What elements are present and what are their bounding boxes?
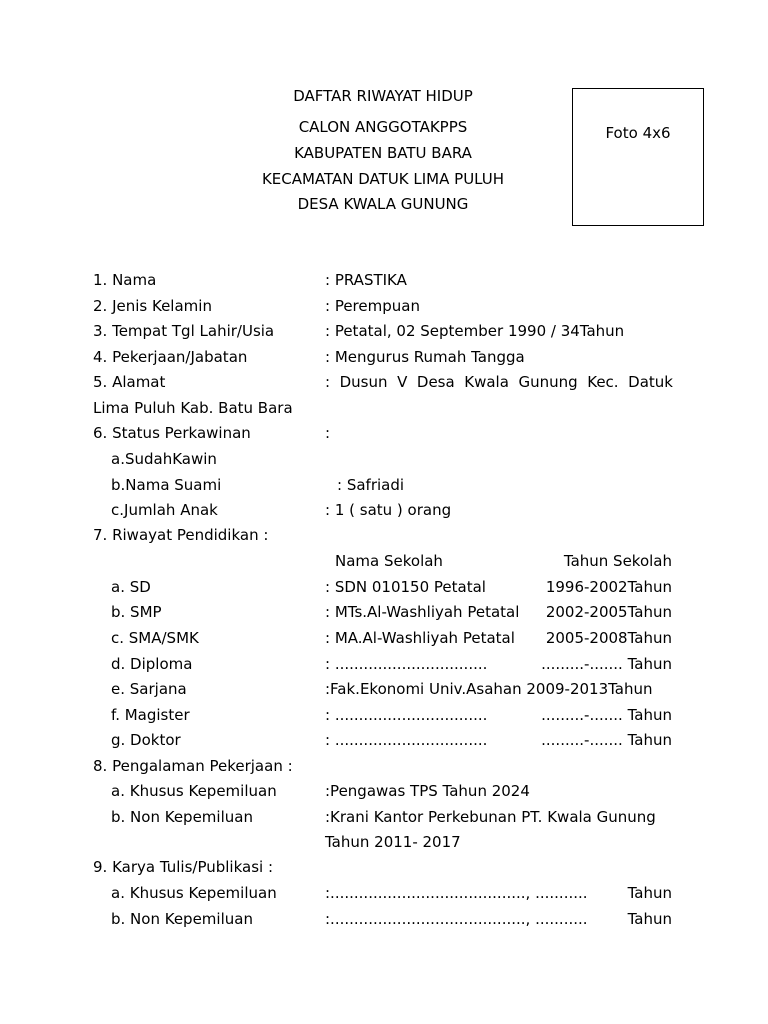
education-title: 7. Riwayat Pendidikan :: [93, 526, 269, 544]
publications-title: 9. Karya Tulis/Publikasi :: [93, 858, 274, 876]
publications-non-electoral-year: Tahun: [627, 910, 672, 928]
address-word: V: [397, 373, 408, 391]
married-label: a.SudahKawin: [111, 450, 217, 468]
husband-name-label: b.Nama Suami: [111, 476, 222, 494]
education-level: d. Diploma: [111, 655, 193, 673]
education-years: 1996-2002Tahun: [545, 578, 672, 596]
education-school: : ................................: [325, 706, 488, 724]
birth-label: 3. Tempat Tgl Lahir/Usia: [93, 322, 275, 340]
publications-electoral-value: :........................................., ...........: [325, 884, 588, 902]
occupation-label: 4. Pekerjaan/Jabatan: [93, 348, 248, 366]
education-years: 2005-2008Tahun: [545, 629, 672, 647]
gender-value: : Perempuan: [325, 297, 420, 315]
education-years: .........-....... Tahun: [541, 731, 672, 749]
experience-title: 8. Pengalaman Pekerjaan :: [93, 757, 293, 775]
education-level: g. Doktor: [111, 731, 181, 749]
address-word: Dusun: [339, 373, 388, 391]
education-level: c. SMA/SMK: [111, 629, 199, 647]
experience-electoral-value: :Pengawas TPS Tahun 2024: [325, 782, 530, 800]
publications-non-electoral-label: b. Non Kepemiluan: [111, 910, 253, 928]
education-years: .........-....... Tahun: [541, 706, 672, 724]
publications-electoral-year: Tahun: [627, 884, 672, 902]
address-value: [325, 373, 673, 391]
education-years: .........-....... Tahun: [541, 655, 672, 673]
header-position: CALON ANGGOTAKPPS: [298, 118, 468, 136]
photo-box: [572, 88, 704, 226]
gender-label: 2. Jenis Kelamin: [93, 297, 212, 315]
children-count-value: : 1 ( satu ) orang: [325, 501, 452, 519]
husband-name-value: : Safriadi: [337, 476, 405, 494]
header-regency: KABUPATEN BATU BARA: [294, 144, 472, 162]
name-label: 1. Nama: [93, 271, 157, 289]
marital-status-value: :: [325, 424, 331, 442]
address-word: Datuk: [628, 373, 673, 391]
education-level: b. SMP: [111, 603, 162, 621]
address-label: 5. Alamat: [93, 373, 166, 391]
name-value: : PRASTIKA: [325, 271, 407, 289]
education-col-school: Nama Sekolah: [335, 552, 443, 570]
education-school: : SDN 010150 Petatal: [325, 578, 486, 596]
education-school: : ................................: [325, 731, 488, 749]
photo-label: Foto 4x6: [605, 124, 671, 142]
address-word: Desa: [416, 373, 455, 391]
marital-status-label: 6. Status Perkawinan: [93, 424, 251, 442]
address-word: Gunung: [518, 373, 578, 391]
education-col-year: Tahun Sekolah: [563, 552, 672, 570]
publications-non-electoral-value: :........................................., ...........: [325, 910, 588, 928]
address-continuation: Lima Puluh Kab. Batu Bara: [93, 399, 293, 417]
experience-non-electoral-value: :Krani Kantor Perkebunan PT. Kwala Gunung: [325, 808, 656, 826]
experience-electoral-label: a. Khusus Kepemiluan: [111, 782, 277, 800]
education-school: : MA.Al-Washliyah Petatal: [325, 629, 515, 647]
experience-non-electoral-label: b. Non Kepemiluan: [111, 808, 253, 826]
education-years: 2002-2005Tahun: [545, 603, 672, 621]
header-village: DESA KWALA GUNUNG: [297, 195, 469, 213]
education-school: :Fak.Ekonomi Univ.Asahan 2009-2013Tahun: [325, 680, 653, 698]
header-district: KECAMATAN DATUK LIMA PULUH: [261, 170, 505, 188]
publications-electoral-label: a. Khusus Kepemiluan: [111, 884, 277, 902]
education-level: a. SD: [111, 578, 151, 596]
experience-non-electoral-years: Tahun 2011- 2017: [325, 833, 461, 851]
address-word: Kwala: [464, 373, 509, 391]
education-level: e. Sarjana: [111, 680, 187, 698]
birth-value: : Petatal, 02 September 1990 / 34Tahun: [325, 322, 625, 340]
document-title: DAFTAR RIWAYAT HIDUP: [293, 87, 473, 105]
education-school: : MTs.Al-Washliyah Petatal: [325, 603, 520, 621]
education-level: f. Magister: [111, 706, 190, 724]
children-count-label: c.Jumlah Anak: [111, 501, 218, 519]
occupation-value: : Mengurus Rumah Tangga: [325, 348, 525, 366]
address-word: :: [325, 373, 331, 391]
education-school: : ................................: [325, 655, 488, 673]
address-word: Kec.: [587, 373, 619, 391]
